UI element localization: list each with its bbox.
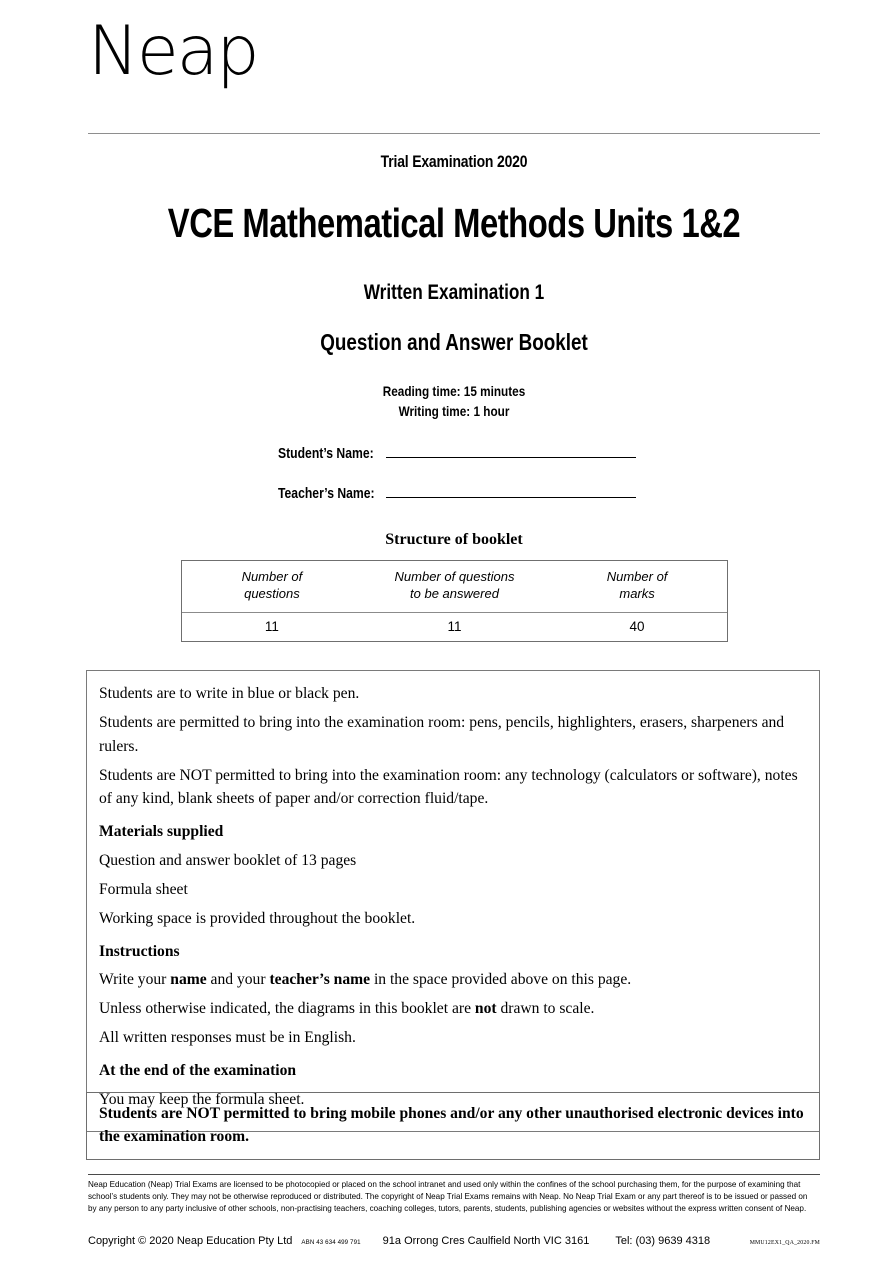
writing-time: Writing time: 1 hour <box>398 402 510 419</box>
end-of-exam-heading: At the end of the examination <box>99 1061 297 1079</box>
address-text: 91a Orrong Cres Caulfield North VIC 3161 <box>382 1235 590 1247</box>
structure-heading: Structure of booklet <box>385 531 523 548</box>
student-name-input[interactable] <box>386 446 636 458</box>
instructions-box <box>86 670 820 1132</box>
teacher-name-row <box>278 486 698 502</box>
document-code: MMU12EX1_QA_2020.FM <box>749 1240 820 1246</box>
mobile-phone-warning-text: Students are NOT permitted to bring mobile phones and/or any other unauthorised electronic devices into the examination room. <box>99 1105 804 1145</box>
materials-supplied-heading: Materials supplied <box>99 823 224 841</box>
booklet-type-label: Question and Answer Booklet <box>320 329 588 355</box>
teacher-name-label: Teacher’s Name: <box>278 486 375 502</box>
instruction-permitted-items: Students are permitted to bring into the examination room: pens, pencils, highlighters, erasers, sharpeners and rulers. <box>99 713 785 755</box>
mobile-phone-warning-box <box>86 1092 820 1160</box>
neap-logo <box>88 12 258 91</box>
cell-questions-to-answer: 11 <box>447 618 462 634</box>
copyright-text: Copyright © 2020 Neap Education Pty Ltd <box>88 1235 293 1247</box>
materials-booklet-pages: Question and answer booklet of 13 pages <box>99 852 357 870</box>
col-head-line1: Number of <box>241 569 303 584</box>
col-head-line2: marks <box>619 585 655 601</box>
instruction-diagrams-scale <box>99 997 807 1021</box>
instruction-prohibited-items: Students are NOT permitted to bring into the examination room: any technology (calculators or software), notes of any kind, blank sheets of paper and/or correction fluid/tape. <box>99 766 798 808</box>
structure-table <box>181 560 728 642</box>
column-header-questions-to-answer <box>362 561 547 612</box>
header-divider <box>88 133 820 134</box>
text-fragment: drawn to scale. <box>496 1000 595 1018</box>
instruction-write-names <box>99 968 807 992</box>
text-fragment: Unless otherwise indicated, the diagrams in this booklet are <box>99 1000 475 1018</box>
copyright-row <box>88 1235 820 1247</box>
telephone-text: Tel: (03) 9639 4318 <box>615 1235 711 1247</box>
text-emphasis-name: name <box>170 971 207 989</box>
neap-logo-text: Neap <box>88 12 258 91</box>
trial-exam-year: Trial Examination 2020 <box>380 152 528 171</box>
cell-number-of-questions: 11 <box>264 618 279 634</box>
reading-time: Reading time: 15 minutes <box>382 383 526 399</box>
materials-working-space: Working space is provided throughout the booklet. <box>99 909 416 927</box>
text-fragment: in the space provided above on this page. <box>370 971 632 989</box>
cell-number-of-marks: 40 <box>629 618 645 634</box>
end-of-exam-formula-sheet: You may keep the formula sheet. <box>99 1090 305 1108</box>
instruction-english-responses: All written responses must be in English. <box>99 1029 356 1047</box>
table-row <box>182 612 727 641</box>
text-fragment: Write your <box>99 971 171 989</box>
written-examination-label: Written Examination 1 <box>363 281 545 304</box>
text-emphasis-not: not <box>474 1000 497 1018</box>
license-notice: Neap Education (Neap) Trial Exams are licensed to be photocopied or placed on the school intranet and used only within the confines of the school purchasing them, for the purpose of examining that school’s students only. They may not be otherwise reproduced or distributed. The copyright of Neap Trial Exams remains with Neap. No Neap Trial Exam or any part thereof is to be issued or passed on by any person to any party inclusive of other schools, non-practising teachers, coaching colleges, tutors, parents, students, publishing agencies or websites without the express written consent of Neap. <box>88 1180 808 1213</box>
name-fields <box>278 446 698 526</box>
table-header-row <box>182 561 727 612</box>
col-head-line2: questions <box>244 585 300 601</box>
instructions-heading: Instructions <box>99 942 180 960</box>
page-title: VCE Mathematical Methods Units 1&2 <box>167 200 741 246</box>
text-emphasis-teacher-name: teacher’s name <box>269 971 371 989</box>
abn-text: ABN 43 634 499 791 <box>301 1239 361 1246</box>
text-fragment: and your <box>206 971 270 989</box>
student-name-row <box>278 446 698 462</box>
col-head-line1: Number of <box>606 569 668 584</box>
teacher-name-input[interactable] <box>386 486 636 498</box>
column-header-number-of-marks <box>547 561 727 612</box>
title-block <box>88 152 820 422</box>
column-header-number-of-questions <box>182 561 362 612</box>
footer-divider <box>88 1174 820 1175</box>
col-head-line1: Number of questions <box>394 569 515 584</box>
materials-formula-sheet: Formula sheet <box>99 880 188 898</box>
exam-times <box>147 382 762 422</box>
instruction-pen: Students are to write in blue or black pen. <box>99 685 360 702</box>
student-name-label: Student’s Name: <box>278 446 374 462</box>
col-head-line2: to be answered <box>410 585 499 601</box>
